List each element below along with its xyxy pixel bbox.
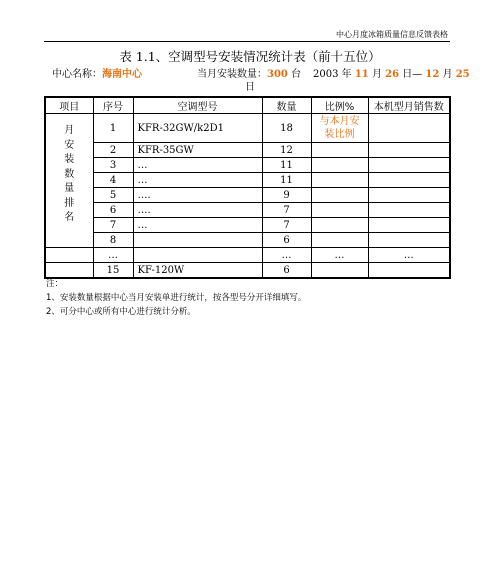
- rank-label-char: 数: [64, 168, 75, 180]
- header-qty: 数量: [262, 97, 311, 114]
- row-sales: [368, 263, 450, 279]
- count-unit: 台: [291, 69, 302, 80]
- center-label: 中心名称：: [52, 69, 102, 80]
- row-ratio: [311, 188, 368, 203]
- rank-label-char: 安: [64, 139, 75, 151]
- row-no: 15: [93, 263, 133, 279]
- row-no: …: [93, 248, 133, 263]
- row-qty: 11: [262, 173, 311, 188]
- row-ratio: [311, 218, 368, 233]
- row-qty: …: [262, 248, 311, 263]
- row-sales: …: [368, 248, 450, 263]
- table-row: [45, 114, 450, 143]
- row-sales: [368, 218, 450, 233]
- header-model: 空调型号: [133, 97, 262, 114]
- row-qty: 6: [262, 233, 311, 248]
- install-count: [197, 69, 301, 81]
- month-unit-end: 月: [442, 69, 453, 80]
- month-start: 11: [354, 69, 369, 80]
- ratio-note-cell: [311, 114, 368, 143]
- ratio-note-line: 装比例: [324, 129, 355, 140]
- empty-item-cell: [45, 248, 93, 263]
- header-ratio: 比例%: [311, 97, 368, 114]
- page-title: 表 1.1、空调型号安装情况统计表（前十五位）: [119, 49, 381, 64]
- row-model: KF-120W: [133, 263, 262, 279]
- header-item: 项目: [45, 97, 93, 114]
- rank-label-char: 排: [64, 197, 75, 209]
- row-no: 8: [93, 233, 133, 248]
- row-sales: [368, 173, 450, 188]
- rank-label-cell: [45, 114, 93, 248]
- row-sales: [368, 158, 450, 173]
- row-ratio: [311, 143, 368, 158]
- row-no: 5: [93, 188, 133, 203]
- row-no: 1: [93, 114, 133, 143]
- row-ratio: [311, 158, 368, 173]
- row-sales: [368, 114, 450, 143]
- table-row: [45, 263, 450, 279]
- row-model: …: [133, 218, 262, 233]
- row-qty: 7: [262, 218, 311, 233]
- row-no: 3: [93, 158, 133, 173]
- page-header: 中心月度冰箱质量信息反馈表格: [336, 30, 448, 39]
- row-no: 4: [93, 173, 133, 188]
- header-sales: 本机型月销售数: [368, 97, 450, 114]
- row-sales: [368, 233, 450, 248]
- row-qty: 9: [262, 188, 311, 203]
- row-model: KFR-35GW: [133, 143, 262, 158]
- count-value: 300: [267, 69, 288, 80]
- day-unit-start: 日—: [402, 69, 423, 80]
- row-model: ….: [133, 203, 262, 218]
- header-no: 序号: [93, 97, 133, 114]
- row-qty: 7: [262, 203, 311, 218]
- table-row: [45, 248, 450, 263]
- notes-label: 注：: [46, 279, 64, 289]
- note-item: 1、安装数量根据中心当月安装单进行统计，按各型号分开详细填写。: [46, 293, 307, 303]
- year-unit: 年: [341, 69, 352, 80]
- year: 2003: [313, 69, 339, 80]
- center-name: 海南中心: [102, 69, 142, 80]
- empty-item-cell: [45, 263, 93, 279]
- row-qty: 12: [262, 143, 311, 158]
- row-ratio: [311, 263, 368, 279]
- row-sales: [368, 188, 450, 203]
- table-row: [45, 143, 450, 158]
- table-row: [45, 218, 450, 233]
- day-unit-end: 日: [245, 82, 255, 93]
- table-row: [45, 233, 450, 248]
- ratio-note-line: 与本月安: [319, 116, 360, 127]
- row-model: ….: [133, 188, 262, 203]
- count-label: 当月安装数量：: [197, 69, 267, 80]
- day-end: 25: [455, 69, 470, 80]
- row-model: [133, 248, 262, 263]
- rank-label-char: 名: [64, 212, 75, 223]
- row-ratio: [311, 173, 368, 188]
- center-info: [52, 69, 142, 81]
- row-ratio: [311, 233, 368, 248]
- row-ratio: [311, 203, 368, 218]
- row-model: …: [133, 158, 262, 173]
- table-row: [45, 203, 450, 218]
- month-end: 12: [425, 69, 440, 80]
- row-model: …: [133, 173, 262, 188]
- table-row: [45, 158, 450, 173]
- day-start: 26: [385, 69, 400, 80]
- row-qty: 11: [262, 158, 311, 173]
- row-ratio: …: [311, 248, 368, 263]
- row-sales: [368, 203, 450, 218]
- month-unit-start: 月: [371, 69, 382, 80]
- table-header-row: [45, 97, 450, 114]
- row-qty: 18: [262, 114, 311, 143]
- rank-label-char: 量: [64, 183, 75, 194]
- row-sales: [368, 143, 450, 158]
- row-model: KFR-32GW/k2D1: [133, 114, 262, 143]
- note-item: 2、可分中心或所有中心进行统计分析。: [46, 307, 196, 317]
- table-row: [45, 173, 450, 188]
- table-row: [45, 188, 450, 203]
- row-no: 7: [93, 218, 133, 233]
- rank-label-char: 装: [64, 154, 75, 165]
- date-range: [313, 69, 470, 81]
- header-divider: [44, 41, 450, 42]
- row-no: 2: [93, 143, 133, 158]
- install-stats-table: [44, 96, 451, 279]
- row-model: [133, 233, 262, 248]
- row-qty: 6: [262, 263, 311, 279]
- row-no: 6: [93, 203, 133, 218]
- rank-label-char: 月: [64, 125, 75, 136]
